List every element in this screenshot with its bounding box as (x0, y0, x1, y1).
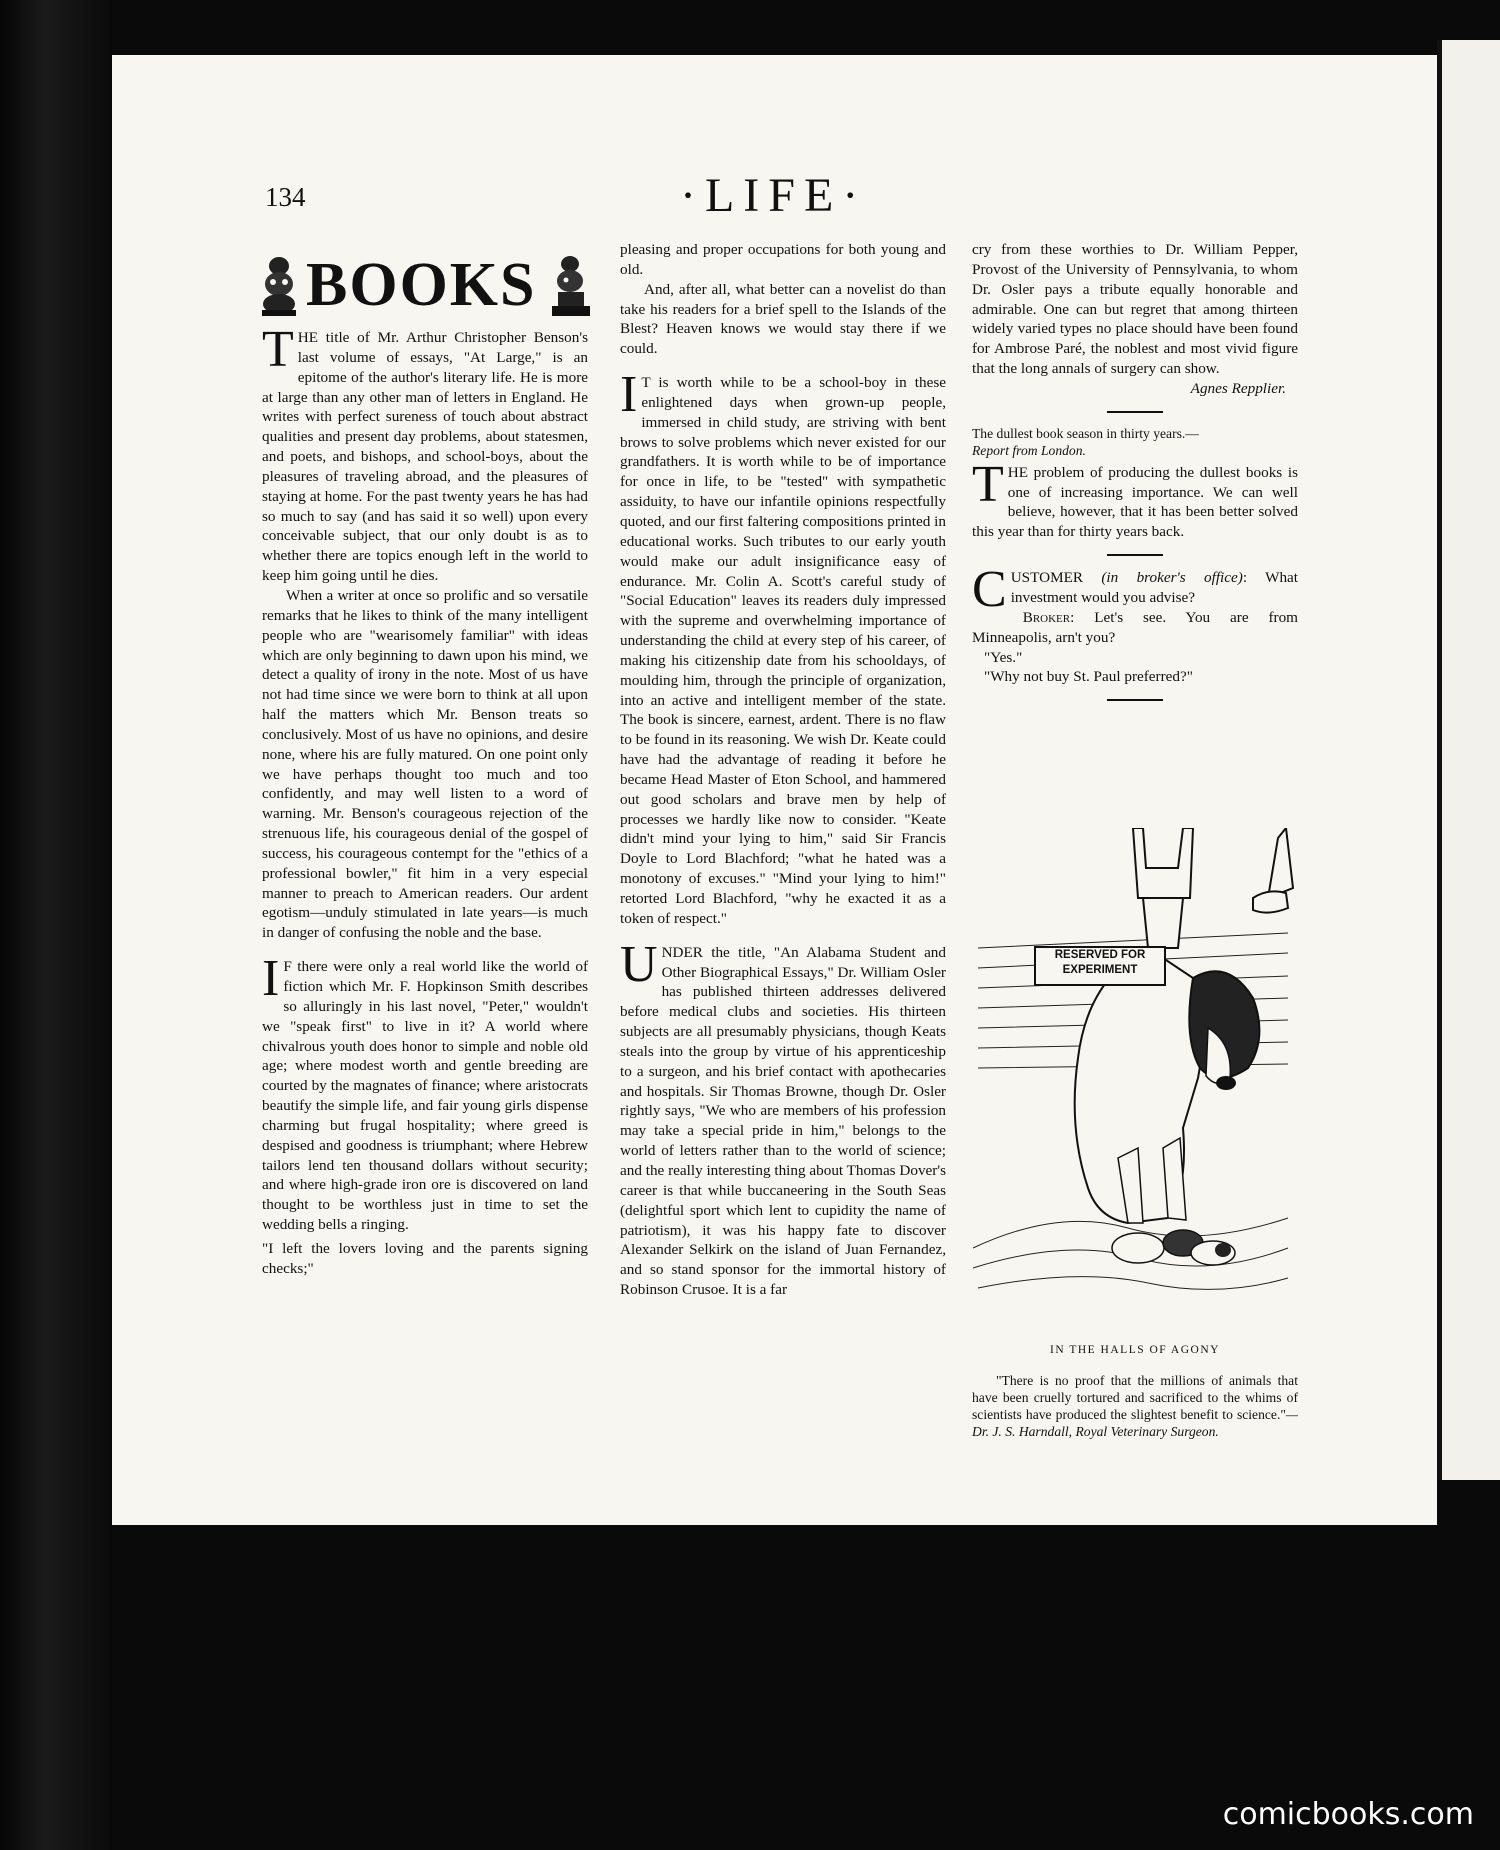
dull-books-text: HE problem of producing the dullest books is one of increasing importance. We can well believe, however, that it has been better solved this year than for thirty years back. (972, 463, 1298, 541)
scan-border (0, 0, 110, 1850)
osler-review (620, 935, 946, 1300)
illustration-caption-block (985, 1341, 1285, 1361)
broker-line (972, 608, 1298, 648)
proof-quote (972, 1372, 1298, 1440)
broker-text: : Let's see. You are from Minneapolis, arn't you? (972, 608, 1298, 646)
proof-quote-source: —Dr. J. S. Harndall, Royal Veterinary Surgeon. (972, 1407, 1298, 1439)
osler-review-text: NDER the title, "An Alabama Student and Other Biographical Essays," Dr. William Osler has published thirteen addresses delivered before medical clubs and societies. His thirteen subjects are all presumably physicians, though Keats steals into the group by virtue of his apprenticeship to a surgeon, and his brief contact with apothecaries and hospitals. Sir Thomas Browne, though Dr. Osler rightly says, "We who are members of his profession may take a special pride in him," belongs to the world of letters rather than to the world of science; and the really interesting thing about Thomas Dover's career is that while buccaneering in the South Seas (delightful sport which lent to cupidity the name of patriotism), it was his happy fate to discover Alexander Selkirk on the island of Juan Fernandez, and so stand sponsor for the immortal history of Robinson Crusoe. It is a far (620, 943, 946, 1299)
divider (1107, 554, 1163, 556)
benson-review-cont: When a writer at once so prolific and so versatile remarks that he likes to think of the many intelligent people who are "wearisomely familiar" with ideas which are only beginning to dawn upon his mind, we detect a quality of irony in the note. Most of us have not had time since we were born to think at all upon half the matters which Mr. Benson treats so conclusively. Most of us have no opinions, and desire none, where his are fully matured. On one point only we have perhaps thought too much and too confidently, and may well listen to a word of warning. Mr. Benson's courageous rejection of the strenuous life, his courageous denial of the gospel of success, his courageous contempt for the "ethics of a professional bowler," fit him in a very especial manner to preach to American readers. Our ardent egotism—unduly stimulated in late years—is much in danger of confusing the noble and the base. (262, 586, 588, 942)
column-1 (262, 321, 588, 1279)
customer-label: USTOMER (1010, 569, 1083, 587)
divider (1107, 699, 1163, 701)
dull-season-note (972, 425, 1298, 459)
reserved-sign (1034, 946, 1166, 986)
broker-label: Broker (1022, 608, 1071, 626)
peter-quote: "I left the lovers loving and the parents signing checks;" (262, 1239, 588, 1277)
customer-stage-direction: (in broker's office) (1101, 569, 1243, 587)
yes-line: "Yes." (984, 648, 1023, 666)
peter-review-close: And, after all, what better can a novelist do than take his readers for a brief spell to the Islands of the Blest? Heaven knows we would stay there if we could. (620, 280, 946, 358)
books-title: BOOKS (306, 251, 537, 319)
ornament-left-icon (256, 254, 302, 316)
peter-review (262, 950, 588, 1235)
drop-cap: I (262, 950, 280, 1008)
drop-cap: I (620, 366, 638, 424)
dull-books-paragraph (972, 455, 1298, 542)
benson-review (262, 321, 588, 586)
proof-quote-block (972, 1372, 1298, 1440)
ornament-right-icon (548, 254, 594, 316)
customer-line: : What investment would you advise? (1010, 569, 1299, 606)
customer-joke (972, 561, 1299, 619)
sign-line-1: RESERVED FOR (1054, 949, 1146, 961)
dog-illustration (968, 828, 1298, 1336)
dull-season-source: Report from London. (972, 442, 1086, 458)
watermark: comicbooks.com (1222, 1797, 1474, 1832)
column-2 (620, 240, 946, 1300)
next-page-edge (1442, 40, 1500, 1480)
divider (1107, 411, 1163, 413)
social-education-review (620, 366, 946, 929)
masthead-title: ·LIFE· (680, 169, 868, 222)
drop-cap: T (262, 321, 294, 378)
osler-review-end: cry from these worthies to Dr. William Pepper, Provost of the University of Pennsylvania, to whom Dr. Osler pays a tribute equally honorable and admirable. One can but regret that among thirteen widely varied types no place should have been found for Ambrose Paré, the noblest and most vivid figure that the long annals of surgery can show. (972, 241, 1298, 378)
peter-review-text: F there were only a real world like the world of fiction which Mr. F. Hopkinson Smith describes so alluringly in his last novel, "Peter," wouldn't we "speak first" to live in it? A world where chivalrous youth does honor to simple and noble old age; where modest worth and gentle breeding are courted by the magnates of finance; where aristocrats beautify the simple life, and fair young girls dispense charming but frugal hospitality; where greed is despised and goodness is triumphant; where Hebrew tailors lend ten thousand dollars without security; and where high-grade iron ore is discovered on land thought to be worthless just in time to set the wedding bells a ringing. (262, 958, 588, 1234)
proof-quote-text: "There is no proof that the millions of animals that have been cruelly tortured and sacrificed to the whims of scientists have produced the slightest benefit to science." (972, 1373, 1298, 1422)
social-education-text: T is worth while to be a school-boy in these enlightened days when grown-up people, immersed in child study, are striving with bent brows to solve problems which never existed for our grandfathers. It is worth while to be of importance for once in life, to be "tested" with sympathetic assiduity, to have our infantile opinions respectfully quoted, and our first faltering compositions printed in educational works. Such tributes to our early youth would make our adult insignificance easy of endurance. Mr. Colin A. Scott's careful study of "Social Education" leaves its readers duly impressed with the supreme and overwhelming importance of understanding the child at every step of his career, of making his citizenship date from his schooldays, of moulding him, through the principle of organization, into an active and intelligent member of the state. The book is sincere, earnest, ardent. There is no flaw to be found in its reasoning. We wish Dr. Keate could have had the advantage of reading it before he became Head Master of Eton School, and hammered out good scholars and brave men by help of processes we hardly like now to consider. "Keate didn't mind your lying to him," said Sir Francis Doyle to Lord Blachford; "what he hated was a monotony of excuses." "Mind your lying to him!" retorted Lord Blachford, "why he exacted it as a token of respect." (620, 374, 946, 927)
column-3 (972, 240, 1298, 713)
books-heading (256, 250, 598, 320)
st-paul-line: "Why not buy St. Paul preferred?" (984, 668, 1193, 686)
drop-cap: T (972, 455, 1004, 513)
peter-review-end: pleasing and proper occupations for both young and old. (620, 241, 946, 278)
drop-cap: C (972, 561, 1007, 619)
sign-line-2: EXPERIMENT (1062, 964, 1138, 976)
drop-cap: U (620, 935, 658, 993)
author-signature: Agnes Repplier. (1190, 379, 1286, 397)
page-number: 134 (265, 182, 306, 212)
illustration-caption: IN THE HALLS OF AGONY (1050, 1344, 1220, 1356)
dull-season-intro: The dullest book season in thirty years.— (972, 425, 1199, 441)
benson-review-text: HE title of Mr. Arthur Christopher Benson's last volume of essays, "At Large," is an epitome of the author's literary life. He is more at large than any other man of letters in England. He writes with perfect sureness of touch about abstract qualities and present day problems, about statesmen, and poets, and bishops, and school-boys, about the pleasures of traveling abroad, and the pleasures of staying at home. For the past twenty years he has had so much to say (and has said it so well) upon every conceivable subject, that our only doubt is as to whether there are topics enough left in the world to keep him going until he dies. (262, 329, 588, 585)
